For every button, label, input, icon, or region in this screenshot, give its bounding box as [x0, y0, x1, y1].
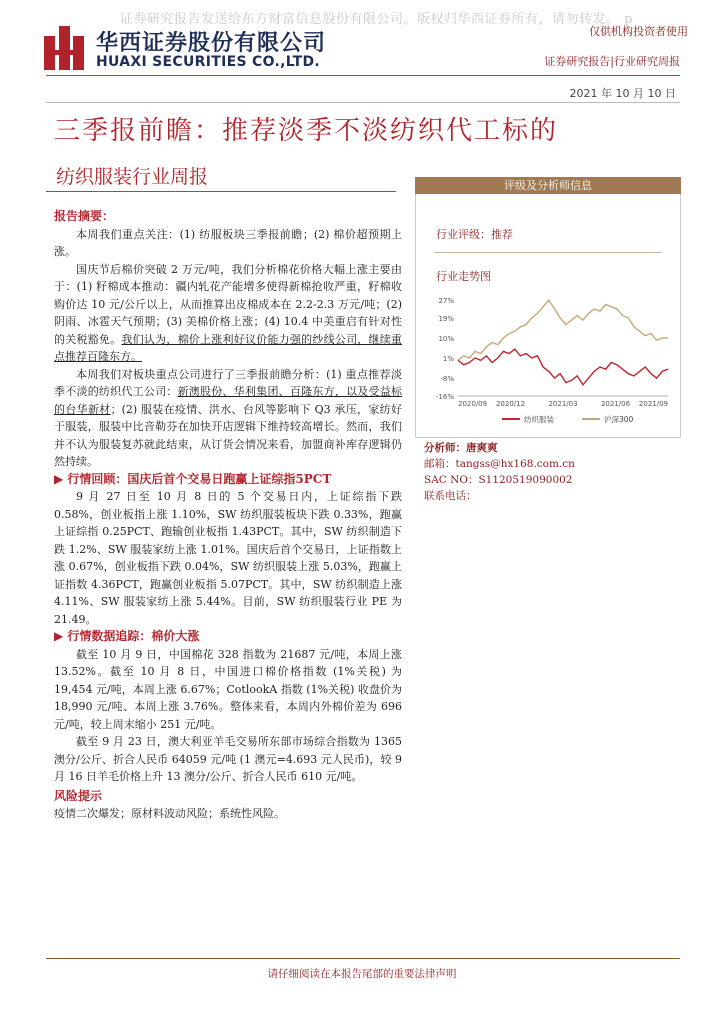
- y-tick-label: 27%: [438, 297, 454, 305]
- analyst-name: 分析师：唐爽爽: [424, 442, 498, 454]
- company-name-cn: 华西证券股份有限公司: [96, 31, 327, 56]
- y-tick-label: 1%: [442, 355, 454, 364]
- y-tick-label: 19%: [438, 314, 454, 323]
- y-tick-label: -8%: [440, 375, 454, 384]
- legend-label: 纺织服装: [524, 415, 554, 424]
- y-tick-label: -16%: [435, 393, 454, 401]
- summary-underlined-text: 新澳股份、华利集团、百隆东方，以及受益标的台华新材: [54, 385, 403, 416]
- market-review-paragraph: 9 月 27 日至 10 月 8 日的 5 个交易日内，上证综指下跌 0.58%，创业板指上涨 1.10%，SW 纺织服装板块下跌 0.33%，跑赢上证综指 0.25PCT、跑输创业板指 1.43PCT。其中，SW 纺织制造下跌 1.2%、SW 服装家纺上涨 1.01%。国庆后首个交易日，上证指数上涨 0.67%，创业板指下跌 0.04%，SW 纺织服装上涨 5.03%，跑赢上证指数 4.36PCT，跑赢创业板指 5.07PCT。其中，SW 纺织制造上涨 4.11%、SW 服装家纺上涨 5.44%。目前，SW 纺织服装行业 PE 为 21.49。: [54, 490, 402, 626]
- rating-panel: [415, 177, 681, 438]
- trend-label: 行业走势图: [436, 270, 491, 283]
- audience-note: 仅供机构投资者使用: [589, 25, 688, 38]
- summary-paragraph: [54, 366, 402, 471]
- subtitle-divider: [46, 191, 396, 192]
- analyst-info: [424, 440, 674, 504]
- summary-text: ；(2) 服装在疫情、洪水、台风等影响下 Q3 承压，家纺好于服装，服装中比音勒芬在加快开店逻辑下维持较高增长。然而，我们并不认为服装复苏就此结束，从订货会情况来看，加盟商补库存逻辑仍然持续。: [54, 402, 402, 468]
- summary-underlined-text: 我们认为，棉价上涨利好议价能力强的纱线公司，继续重点推荐百隆东方。: [54, 332, 403, 363]
- tracking-paragraph: 截至 9 月 23 日，澳大利亚羊毛交易所东部市场综合指数为 1365 澳分/公斤、折合人民币 64059 元/吨 (1 澳元=4.693 元人民币)，较 9 月 16 日羊毛价格上升 13 澳分/公斤、折合人民币 610 元/吨。: [54, 735, 402, 783]
- analyst-email: 邮箱：tangss@hx168.com.cn: [424, 458, 575, 470]
- tracking-paragraph: 截至 10 月 9 日，中国棉花 328 指数为 21687 元/吨，本周上涨 13.52%。截至 10 月 8 日，中国进口棉价格指数 (1%关税) 为 19,454 元/吨，本周上涨 6.67%；CotlookA 指数 (1%关税) 收盘价为 18,990 元/吨、本周上涨 3.76%。整体来看，本周内外棉价差为 696 元/吨，较上周末缩小 251 元/吨。: [54, 647, 402, 731]
- risk-heading: 风险提示: [54, 788, 103, 803]
- x-tick-label: 2020/12: [495, 400, 526, 408]
- x-tick-label: 2021/06: [600, 400, 631, 408]
- huaxi-logo-icon: [44, 26, 84, 70]
- watermark: 证券研究报告发送给东方财富信息股份有限公司。版权归华西证券所有，请勿转发。 p: [120, 12, 633, 27]
- report-subtitle: 纺织服装行业周报: [56, 166, 209, 188]
- summary-text: 国庆节后棉价突破 2 万元/吨，我们分析棉花价格大幅上涨主要由于：(1) 籽棉成本推动：疆内轧花产能增多使得新棉抢收严重，籽棉收购价达 10 元/公斤以上，从而推算出皮棉成本在 2.2-2.3 万元/吨；(2) 阴雨、冰雹天气预期；(3) 美棉价格上涨；(4) 10.4 中美重启有针对性的关税豁免。: [54, 262, 402, 346]
- rating-divider: [434, 252, 662, 253]
- series-line-csi300: [458, 300, 668, 360]
- y-tick-label: 10%: [438, 334, 454, 343]
- tracking-heading: ▶ 行情数据追踪：棉价大涨: [54, 629, 200, 643]
- footer-disclaimer: 请仔细阅读在本报告尾部的重要法律声明: [267, 968, 457, 980]
- summary-heading: 报告摘要：: [54, 209, 115, 223]
- legend-label: 沪深300: [604, 415, 634, 424]
- x-tick-label: 2020/09: [458, 400, 488, 408]
- date-divider: [46, 102, 680, 103]
- header-divider: [46, 75, 680, 76]
- market-review-heading: ▶ 行情回顾：国庆后首个交易日跑赢上证综指5PCT: [54, 471, 332, 486]
- report-date: 2021 年 10 月 10 日: [569, 87, 676, 100]
- company-name-en: HUAXI SECURITIES CO.,LTD.: [96, 54, 321, 70]
- analyst-sac: SAC NO：S1120519090002: [424, 474, 573, 486]
- series-line-textile: [458, 349, 668, 385]
- trend-chart: [422, 292, 676, 432]
- risk-text: 疫情二次爆发；原材料波动风险；系统性风险。: [54, 807, 285, 820]
- x-tick-label: 2021/03: [548, 400, 578, 408]
- industry-rating: 行业评级：推荐: [436, 228, 513, 241]
- footer-divider: [46, 958, 680, 959]
- rating-panel-header: 评级及分析师信息: [415, 177, 681, 194]
- report-type: 证券研究报告|行业研究周报: [544, 55, 680, 68]
- x-tick-label: 2021/09: [638, 400, 668, 408]
- main-content: [54, 208, 402, 823]
- summary-text: 本周我们对板块重点公司进行了三季报前瞻分析：(1) 重点推荐淡季不淡的纺织代工公司：: [54, 367, 402, 398]
- summary-paragraph: 本周我们重点关注：(1) 纺服板块三季报前瞻；(2) 棉价超预期上涨。: [54, 227, 402, 258]
- rating-panel-body: [415, 194, 681, 438]
- summary-paragraph: [54, 261, 402, 366]
- analyst-phone: 联系电话：: [424, 490, 477, 502]
- report-title: 三季报前瞻：推荐淡季不淡纺织代工标的: [54, 116, 559, 146]
